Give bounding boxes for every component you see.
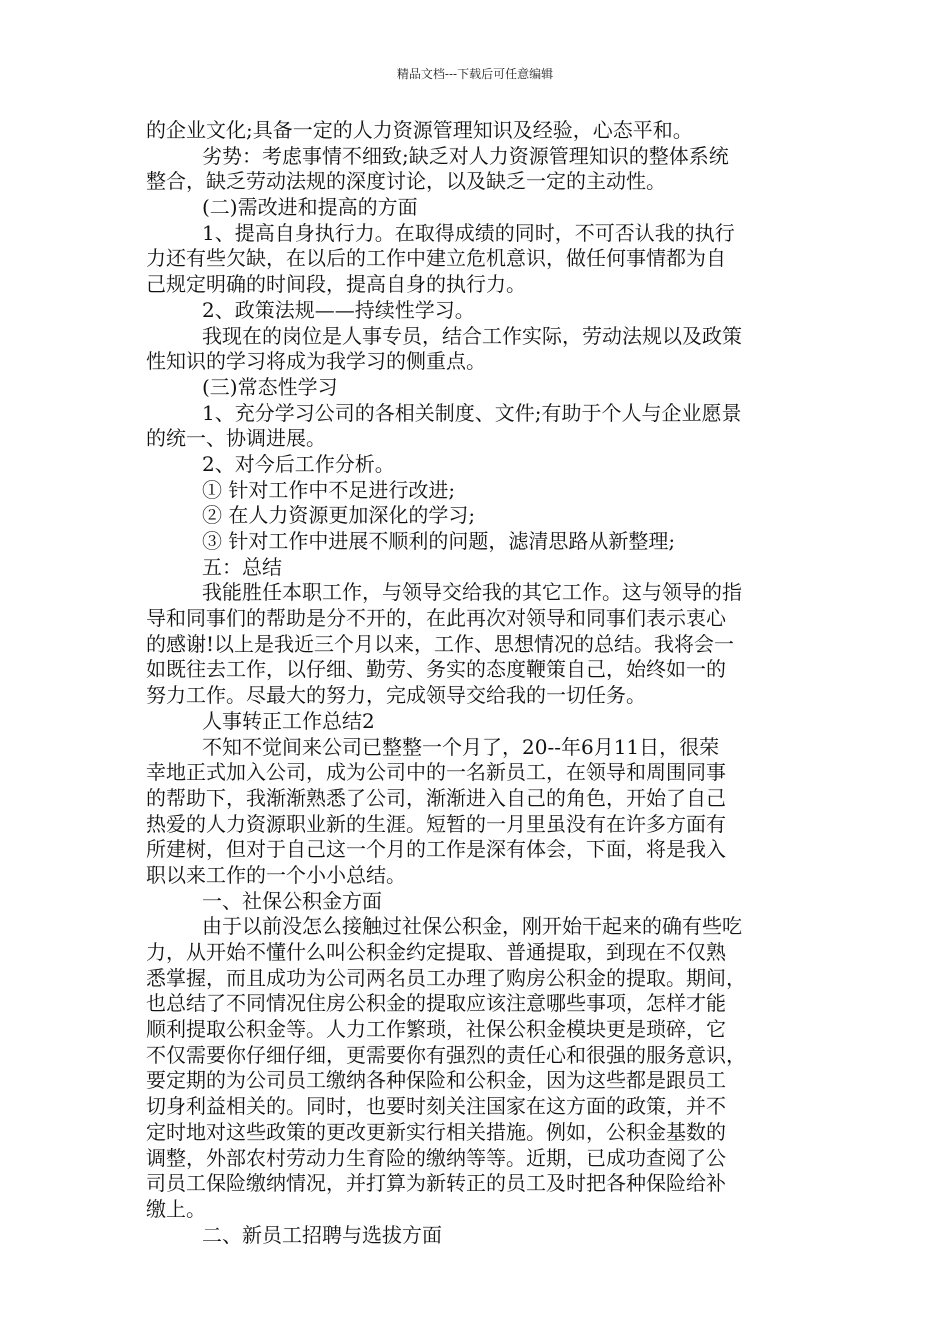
text-line: ② 在人力资源更加深化的学习;: [202, 503, 476, 528]
text-line: ① 针对工作中不足进行改进;: [202, 477, 456, 502]
text-line: 1、充分学习公司的各相关制度、文件;有助于个人与企业愿景: [202, 400, 742, 425]
text-line: 劣势：考虑事情不细致;缺乏对人力资源管理知识的整体系统: [202, 143, 729, 168]
text-line: 职以来工作的一个小小总结。: [146, 862, 406, 887]
text-line: 五：总结: [202, 554, 282, 579]
text-line: 不仅需要你仔细仔细，更需要你有强烈的责任心和很强的服务意识，: [146, 1042, 746, 1067]
text-line: 顺利提取公积金等。人力工作繁琐，社保公积金模块更是琐碎，它: [146, 1017, 726, 1042]
text-line: 人事转正工作总结2: [202, 708, 375, 733]
text-line: 如既往去工作，以仔细、勤劳、务实的态度鞭策自己，始终如一的: [146, 657, 726, 682]
text-line: 定时地对这些政策的更改更新实行相关措施。例如，公积金基数的: [146, 1119, 726, 1144]
text-line: 的感谢!以上是我近三个月以来，工作、思想情况的总结。我将会一: [146, 631, 735, 656]
text-line: 一、社保公积金方面: [202, 888, 382, 913]
text-line: 二、新员工招聘与选拔方面: [202, 1222, 442, 1247]
text-line: ③ 针对工作中进展不顺利的问题，滤清思路从新整理;: [202, 529, 676, 553]
text-line: 由于以前没怎么接触过社保公积金，刚开始干起来的确有些吃: [202, 914, 742, 939]
text-line: 我能胜任本职工作，与领导交给我的其它工作。这与领导的指: [202, 580, 742, 605]
text-line: 切身利益相关的。同时，也要时刻关注国家在这方面的政策，并不: [146, 1094, 726, 1119]
text-line: 整合，缺乏劳动法规的深度讨论，以及缺乏一定的主动性。: [146, 169, 666, 194]
text-line: 性知识的学习将成为我学习的侧重点。: [146, 349, 486, 374]
text-line: 2、对今后工作分析。: [202, 451, 395, 476]
text-line: 我现在的岗位是人事专员，结合工作实际，劳动法规以及政策: [202, 323, 742, 348]
text-line: 的统一、协调进展。: [146, 426, 326, 451]
text-line: 不知不觉间来公司已整整一个月了，20--年6月11日，很荣: [202, 734, 720, 759]
text-line: 力还有些欠缺，在以后的工作中建立危机意识，做任何事情都为自: [146, 246, 726, 271]
text-line: (三)常态性学习: [202, 374, 338, 399]
text-line: 悉掌握，而且成功为公司两名员工办理了购房公积金的提取。期间，: [146, 965, 746, 990]
text-line: 调整，外部农村劳动力生育险的缴纳等等。近期，已成功查阅了公: [146, 1145, 726, 1170]
text-line: 己规定明确的时间段，提高自身的执行力。: [146, 272, 526, 297]
text-line: 幸地正式加入公司，成为公司中的一名新员工，在领导和周围同事: [146, 760, 726, 785]
text-line: 所建树，但对于自己这一个月的工作是深有体会，下面，将是我入: [146, 837, 726, 862]
text-line: 导和同事们的帮助是分不开的，在此再次对领导和同事们表示衷心: [146, 606, 726, 631]
text-line: 的企业文化;具备一定的人力资源管理知识及经验，心态平和。: [146, 118, 693, 142]
text-line: 1、提高自身执行力。在取得成绩的同时，不可否认我的执行: [202, 220, 735, 245]
text-line: 努力工作。尽最大的努力，完成领导交给我的一切任务。: [146, 683, 646, 708]
text-line: 热爱的人力资源职业新的生涯。短暂的一月里虽没有在许多方面有: [146, 811, 726, 836]
page-header: 精品文档---下载后可任意编辑: [396, 67, 554, 81]
text-line: 也总结了不同情况住房公积金的提取应该注意哪些事项，怎样才能: [146, 991, 726, 1016]
text-line: (二)需改进和提高的方面: [202, 195, 418, 220]
text-line: 要定期的为公司员工缴纳各种保险和公积金，因为这些都是跟员工: [146, 1068, 726, 1093]
text-line: 司员工保险缴纳情况，并打算为新转正的员工及时把各种保险给补: [146, 1171, 726, 1196]
text-line: 2、政策法规——持续性学习。: [202, 297, 475, 322]
text-line: 力，从开始不懂什么叫公积金约定提取、普通提取，到现在不仅熟: [146, 940, 726, 964]
text-line: 的帮助下，我渐渐熟悉了公司，渐渐进入自己的角色，开始了自己: [146, 785, 726, 810]
text-line: 缴上。: [146, 1196, 206, 1221]
document-body: [146, 118, 814, 1248]
